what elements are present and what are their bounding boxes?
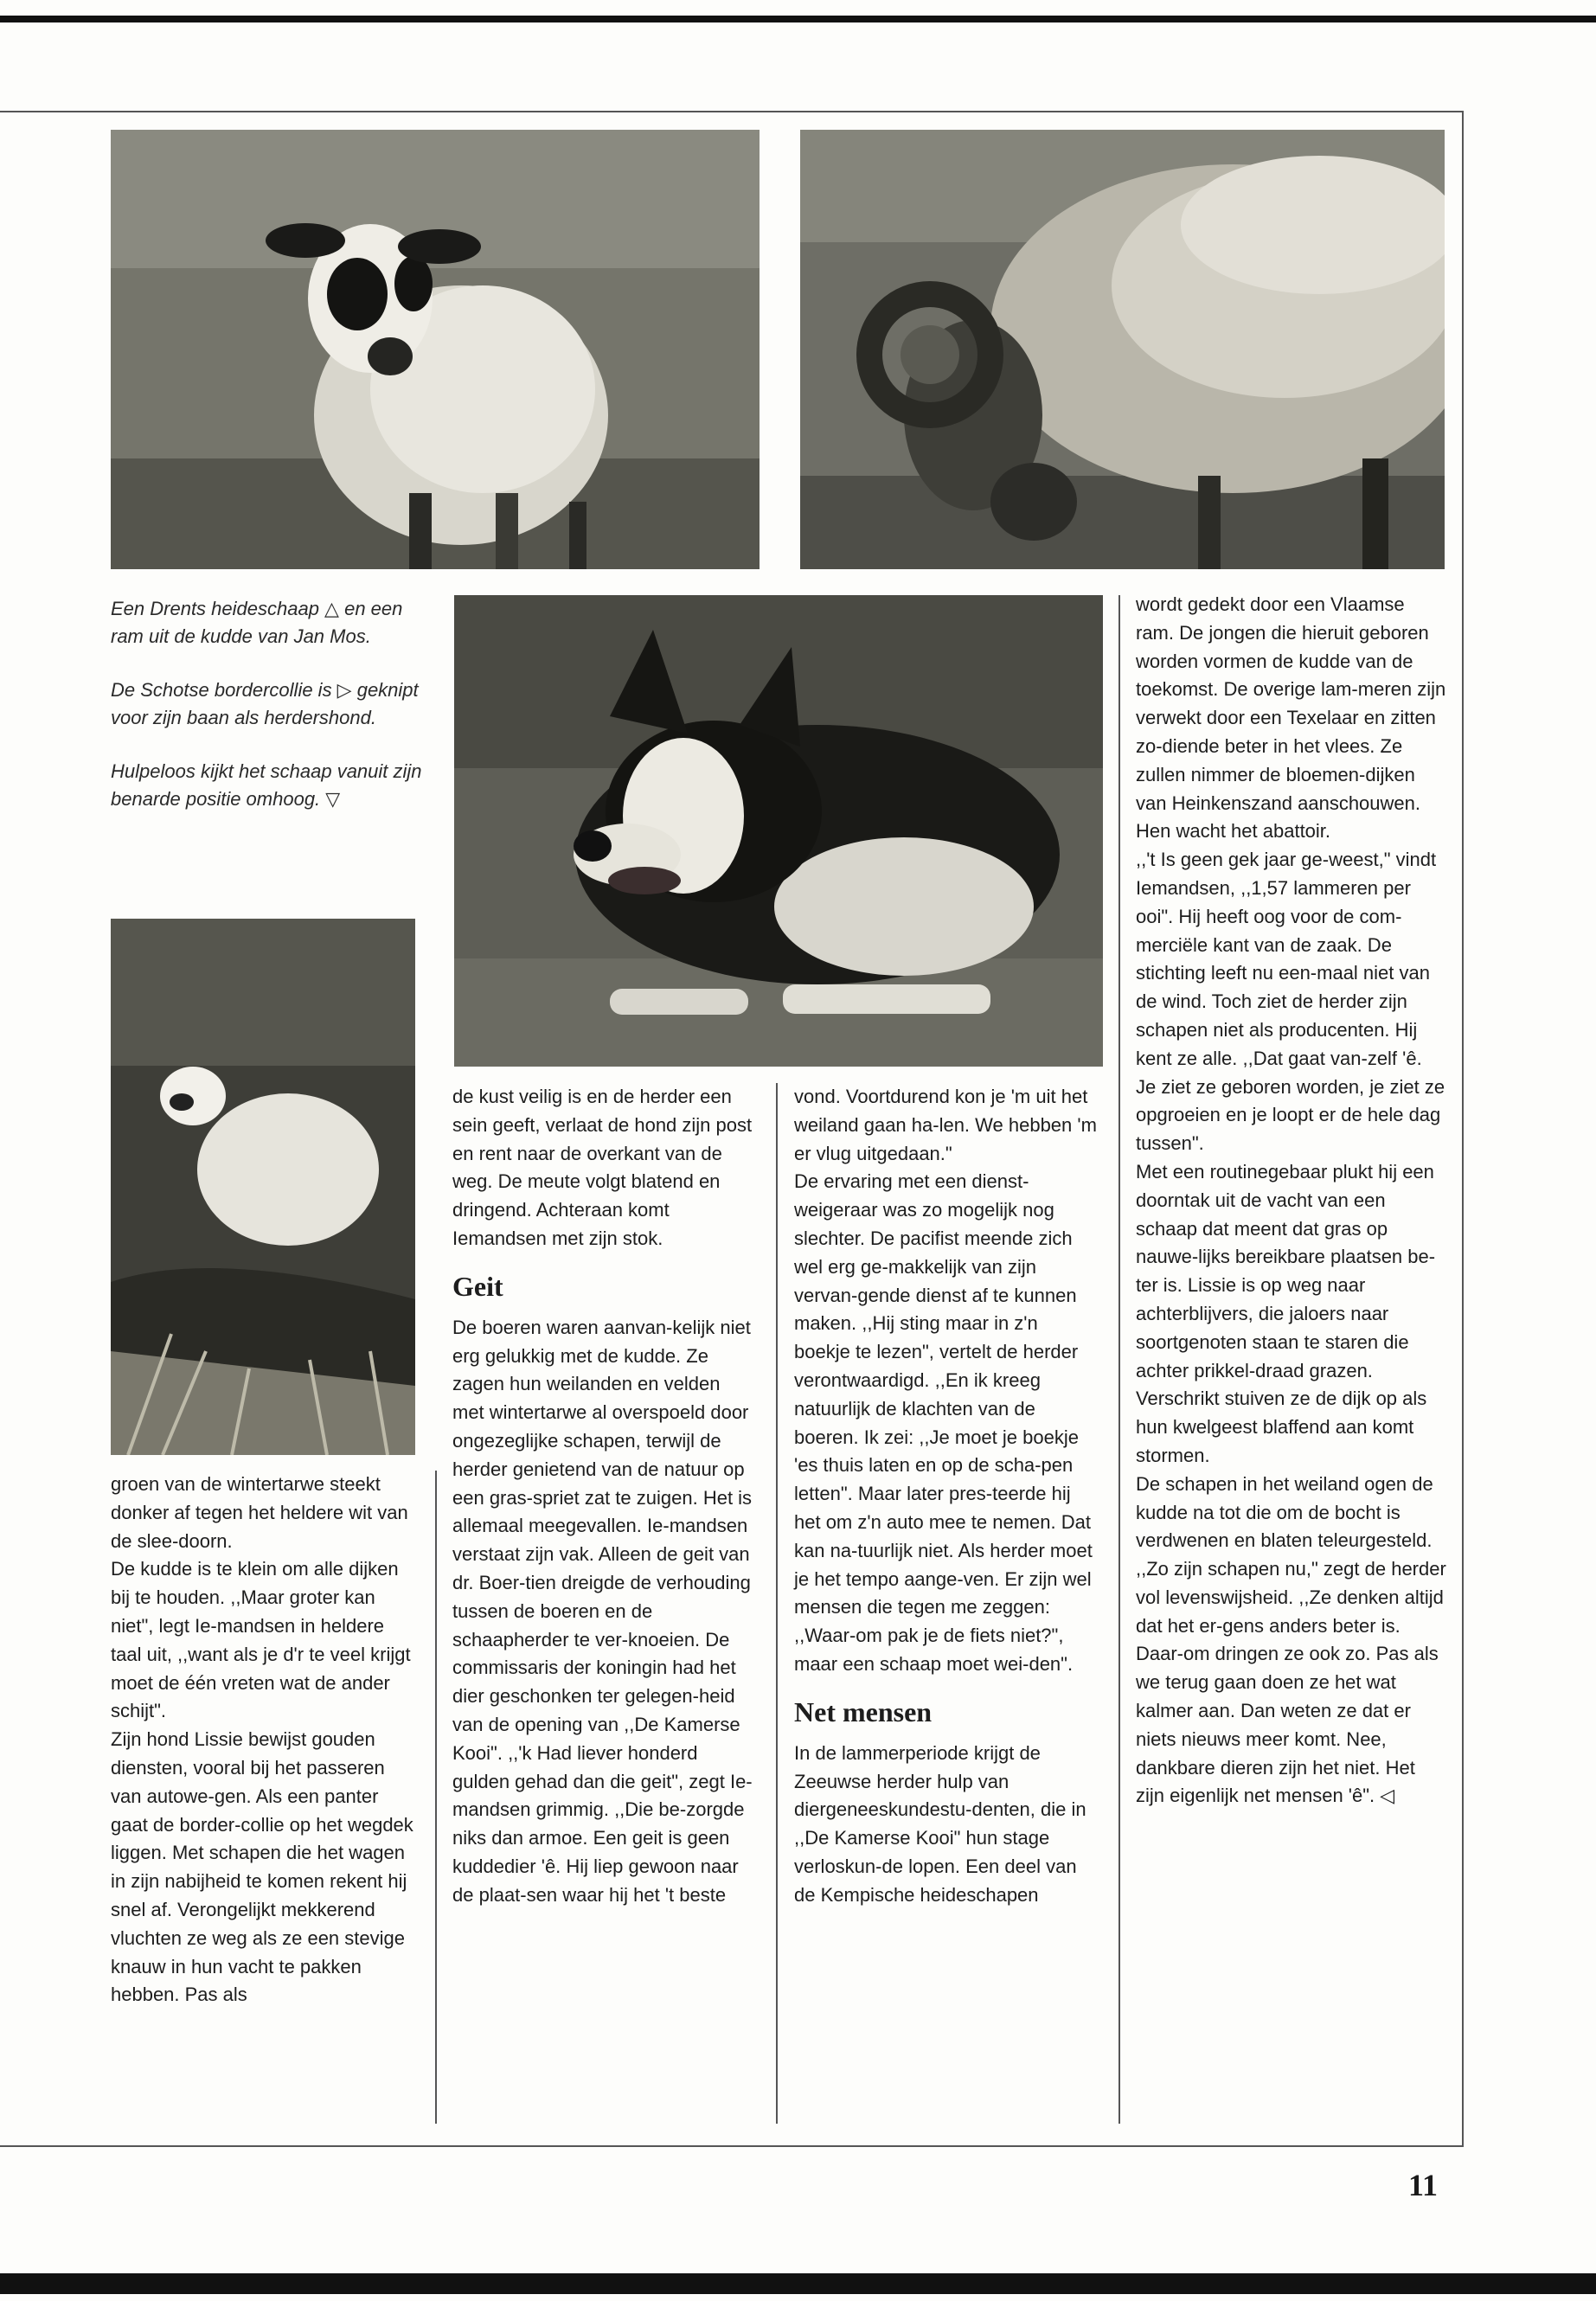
column-rule — [435, 1471, 437, 2124]
photo-drents-heideschaap — [111, 130, 760, 569]
sheep-illustration — [111, 130, 760, 569]
ram-illustration — [800, 130, 1445, 569]
top-rule — [0, 16, 1596, 22]
caption-hulpeloos: Hulpeloos kijkt het schaap vanuit zijn benarde positie omhoog. ▽ — [111, 760, 422, 810]
column-4 — [1136, 591, 1447, 1811]
col1-paragraph: De kudde is te klein om alle dijken bij te houden. ,,Maar groter kan niet", legt Ie-mandsen in heldere taal uit, ,,want als je d'r te veel krijgt moet de één vreten wat de ander schijt". — [111, 1558, 411, 1722]
heading-geit: Geit — [452, 1270, 503, 1302]
page-number: 11 — [1408, 2168, 1439, 2202]
column-1 — [111, 1471, 418, 2009]
column-3 — [794, 1083, 1099, 1910]
caption-block — [111, 595, 426, 813]
col1-paragraph: Zijn hond Lissie bewijst gouden diensten, vooral bij het passeren van autowe-gen. Als een panter gaat de border-collie op het wegdek liggen. Met schapen die het wagen in zijn nabijheid te komen rekent hij snel af. Verongelijkt mekkerend vluchten ze weg als ze een stevige knauw in hun vacht te pakken hebben. Pas als — [111, 1728, 413, 2006]
column-2 — [452, 1083, 757, 1910]
col4-paragraph: ,,'t Is geen gek jaar ge-weest," vindt Iemandsen, ,,1,57 lammeren per ooi". Hij heeft oog voor de com-merciële kant van de zaak. De stichting leeft nu een-maal niet van de wind. Toch ziet de herder zijn schapen niet als producenten. Hij kent ze alle. ,,Dat gaat van-zelf 'ê. Je ziet ze geboren worden, je ziet ze opgroeien en je loopt er de hele dag tussen". — [1136, 849, 1445, 1155]
col3-paragraph: vond. Voortdurend kon je 'm uit het weiland gaan ha-len. We hebben 'm er vlug uitgedaan." — [794, 1086, 1097, 1164]
bottom-rule — [0, 2273, 1596, 2294]
col2-intro: de kust veilig is en de herder een sein geeft, verlaat de hond zijn post en rent naar de overkant van de weg. De meute volgt blatend en dringend. Achteraan komt Iemandsen met zijn stok. — [452, 1086, 753, 1249]
lying-sheep-illustration — [111, 919, 415, 1455]
column-rule — [1118, 595, 1120, 2124]
photo-lying-sheep — [111, 919, 415, 1455]
column-rule — [776, 1083, 778, 2124]
caption-bordercollie: De Schotse bordercollie is ▷ geknipt voor zijn baan als herdershond. — [111, 679, 419, 728]
photo-ram — [800, 130, 1445, 569]
col4-paragraph: De schapen in het weiland ogen de kudde na tot die om de bocht is verdwenen en blaten teleurgesteld. ,,Zo zijn schapen nu," zegt de herder vol levenswijsheid. ,,Ze denken altijd dat het er-gens anders beter is. Daar-om dringen ze ook zo. Pas als we terug gaan doen ze het wat kalmer aan. Dan weten ze dat er niets nieuws meer komt. Nee, dankbare dieren zijn het niet. Het zijn eigenlijk net mensen 'ê". ◁ — [1136, 1472, 1446, 1807]
col3-paragraph: In de lammerperiode krijgt de Zeeuwse herder hulp van diergeneeskundestu-denten, die in ,,De Kamerse Kooi" hun stage verloskun-de lopen. Een deel van de Kempische heideschapen — [794, 1741, 1086, 1906]
col2-body: De boeren waren aanvan-kelijk niet erg gelukkig met de kudde. Ze zagen hun weilanden en velden met wintertarwe al overspoeld door ongezeglijke schapen, terwijl de herder genietend van de natuur op een gras-spriet zat te zuigen. Het is allemaal meegevallen. Ie-mandsen verstaat zijn vak. Alleen de geit van dr. Boer-tien dreigde de verhouding tussen de boeren en de schaapherder te ver-knoeien. De commissaris der koningin had het dier geschonken ter gelegen-heid van de opening van ,,De Kamerse Kooi". ,,'k Had liever honderd gulden gehad dan die geit", zegt Ie-mandsen grimmig. ,,Die be-zorgde niks dan armoe. Een geit is geen kuddedier 'ê. Hij liep gewoon naar de plaat-sen waar hij het 't beste — [452, 1316, 753, 1906]
col4-paragraph: Met een routinegebaar plukt hij een doorntak uit de vacht van een schaap dat meent dat gras op nauwe-lijks bereikbare plaatsen be-ter is. Lissie is op weg naar achterblijvers, die jaloers naar soortgenoten staan te staren die achter prikkel-draad grazen. Verschrikt stuiven ze de dijk op als hun kwelgeest blaffend aan komt stormen. — [1136, 1160, 1436, 1466]
heading-net-mensen: Net mensen — [794, 1695, 933, 1727]
col3-paragraph: De ervaring met een dienst-weigeraar was zo mogelijk nog slechter. De pacifist meende zich wel erg ge-makkelijk van zijn vervan-gende dienst af te kunnen maken. ,,Hij sting maar in z'n boekje te lezen", vertelt de herder verontwaardigd. ,,En ik kreeg natuurlijk de klachten van de boeren. Ik zei: ,,Je moet je boekje 'es thuis laten en op de scha-pen letten". Maar later pres-teerde hij het om z'n auto mee te nemen. Dat kan na-tuurlijk niet. Als herder moet je het tempo aange-ven. Er zijn wel mensen die tegen me zeggen: ,,Waar-om pak je de fiets niet?", maar een schaap moet wei-den". — [794, 1170, 1093, 1675]
col1-paragraph: groen van de wintertarwe steekt donker af tegen het heldere wit van de slee-doorn. — [111, 1473, 408, 1552]
col4-paragraph: wordt gedekt door een Vlaamse ram. De jongen die hieruit geboren worden vormen de kudde van de toekomst. De overige lam-meren zijn verwekt door een Texelaar en zitten zo-diende beter in het vlees. Ze zullen nimmer de bloemen-dijken van Heinkenszand aanschouwen. Hen wacht het abattoir. — [1136, 593, 1446, 843]
photo-bordercollie — [454, 595, 1103, 1067]
caption-sheep-ram: Een Drents heideschaap △ en een ram uit de kudde van Jan Mos. — [111, 598, 403, 647]
dog-illustration — [454, 595, 1103, 1067]
